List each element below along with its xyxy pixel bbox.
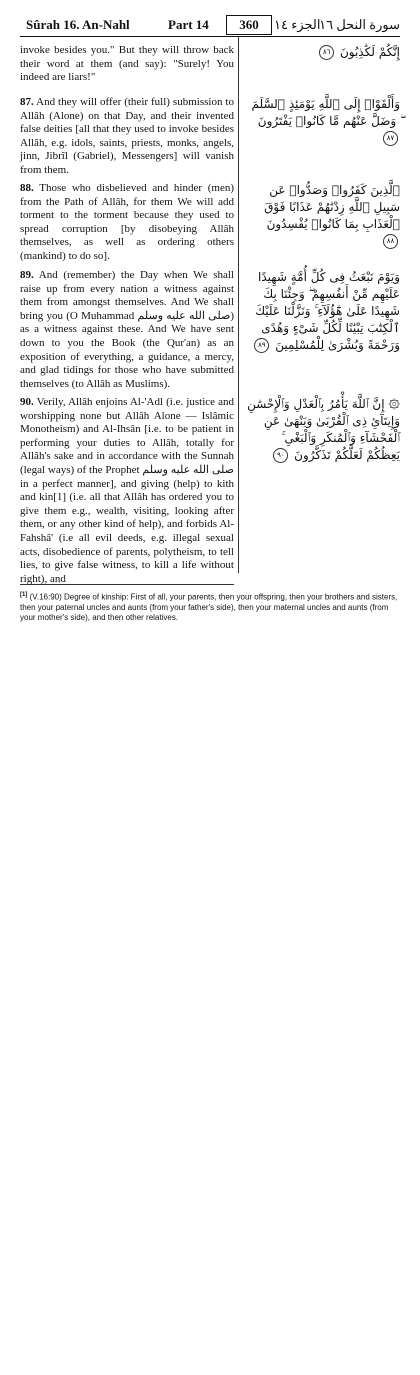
verse-number-marker: ٨٨ [383, 234, 398, 249]
translation-text: invoke besides you." But they will throw back their word at them (and say): "Surely! You indeed are liars!" [20, 44, 234, 84]
translation-text: And (remember) the Day when We shall raise up from every nation a witness against them from amongst themselves. And We shall bring you (O Muhammad صلى الله عليه وسلم) as a witness against these. And We have sent down to you the Book (the Qur'an) as an exposition of everything, a guidance, a mercy, and glad tidings for those who have submitted themselves (to Allâh as Muslims). [20, 269, 234, 390]
header-divider [20, 36, 400, 37]
verse-arabic-90 [246, 396, 400, 464]
verse-number: 90. [20, 396, 34, 408]
verse-number-marker: ٨٩ [254, 338, 269, 353]
footnote [20, 590, 400, 623]
verse-number-marker: ٩٠ [273, 448, 288, 463]
verse-arabic-88 [246, 182, 400, 250]
verse-translation-88 [20, 182, 234, 264]
arabic-text: وَيَوْمَ نَبْعَثُ فِى كُلِّ أُمَّةٍ شَهِيدًا عَلَيْهِم مِّنْ أَنفُسِهِمْ ۖ وَجِئْنَا بِكَ شَهِيدًا عَلَىٰ هَٰٓؤُلَآءِ ۚ وَنَزَّلْنَا عَلَيْكَ ٱلْكِتَٰبَ تِبْيَٰنًا لِّكُلِّ شَىْءٍ وَهُدًى وَرَحْمَةً وَبُشْرَىٰ لِلْمُسْلِمِينَ [255, 270, 400, 352]
translation-text: And they will offer (their full) submission to Allâh (Alone) on that Day, and their invented false deities [all that they used to invoke besides Allâh, e.g. idols, saints, priests, monks, angels, jinn, Jibrîl (Gabriel), Messengers] will vanish from them. [20, 96, 234, 176]
translation-text: Those who disbelieved and hinder (men) from the Path of Allâh, for them We will add torment to the torment because they used to spread corruption [by disobeying Allâh themselves, as well as ordering others (mankind) to do so]. [20, 182, 234, 262]
surah-title: Sûrah 16. An-Nahl [26, 17, 130, 32]
column-divider [238, 37, 239, 573]
verse-number: 87. [20, 96, 34, 108]
arabic-text: ۞ إِنَّ ٱللَّهَ يَأْمُرُ بِٱلْعَدْلِ وَٱلْإِحْسَٰنِ وَإِيتَآئِ ذِى ٱلْقُرْبَىٰ وَيَنْهَىٰ عَنِ ٱلْفَحْشَآءِ وَٱلْمُنكَرِ وَٱلْبَغْىِ ۚ يَعِظُكُمْ لَعَلَّكُمْ تَذَكَّرُونَ [247, 397, 400, 462]
part-label: Part 14 [168, 17, 209, 32]
arabic-text: ٱلَّذِينَ كَفَرُوا۟ وَصَدُّوا۟ عَن سَبِيلِ ٱللَّهِ زِدْنَٰهُمْ عَذَابًا فَوْقَ ٱلْعَذَابِ بِمَا كَانُوا۟ يُفْسِدُونَ [264, 183, 400, 231]
verse-arabic-86 [246, 44, 400, 61]
juz-label-arabic: الجزء ١٤ [274, 17, 321, 32]
footnote-text: (V.16:90) Degree of kinship: First of all, your parents, then your offspring, then your brothers and sisters, then your paternal uncles and aunts (from your father's side), then your maternal uncles and aunts (from your mother's side), and then other relatives. [20, 592, 398, 622]
verse-translation-87 [20, 96, 234, 178]
verse-number: 88. [20, 182, 34, 194]
footnote-divider [20, 584, 234, 585]
verse-translation-89 [20, 269, 234, 391]
verse-number: 89. [20, 269, 34, 281]
verse-translation-90 [20, 396, 234, 586]
verse-arabic-89 [246, 269, 400, 354]
arabic-text: وَأَلْقَوْا۟ إِلَى ٱللَّهِ يَوْمَئِذٍ ٱلسَّلَمَ ۖ وَضَلَّ عَنْهُم مَّا كَانُوا۟ يَفْتَرُونَ [251, 97, 400, 128]
arabic-text: إِنَّكُمْ لَكَٰذِبُونَ [339, 45, 400, 59]
page-header [20, 14, 400, 36]
translation-text: Verily, Allâh enjoins Al-'Adl (i.e. justice and worshipping none but Allâh Alone — Islâmic Monotheism) and Al-Ihsân [i.e. to be patient in performing your duties to Allâh, totally for Allâh's sake and in accordance with the Sunnah (legal ways) of the Prophet صلى الله عليه وسلم in a perfect manner], and giving (help) to kith and kin[1] (i.e. all that Allâh has ordered you to give them e.g., wealth, visiting, looking after them, or any other kind of help), and forbids Al-Fahshâ' (i.e all evil deeds, e.g. illegal sexual acts, disobedience of parents, polytheism, to tell lies, to give false witness, to kill a life without right), and [20, 396, 234, 585]
verse-number-marker: ٨٦ [319, 45, 334, 60]
verse-translation-86-continued [20, 44, 234, 85]
verse-number-marker: ٨٧ [383, 131, 398, 146]
surah-title-arabic: سورة النحل ١٦ [319, 17, 400, 32]
page-number: 360 [226, 15, 272, 35]
verse-arabic-87 [246, 96, 400, 147]
footnote-mark: [1] [20, 592, 28, 598]
